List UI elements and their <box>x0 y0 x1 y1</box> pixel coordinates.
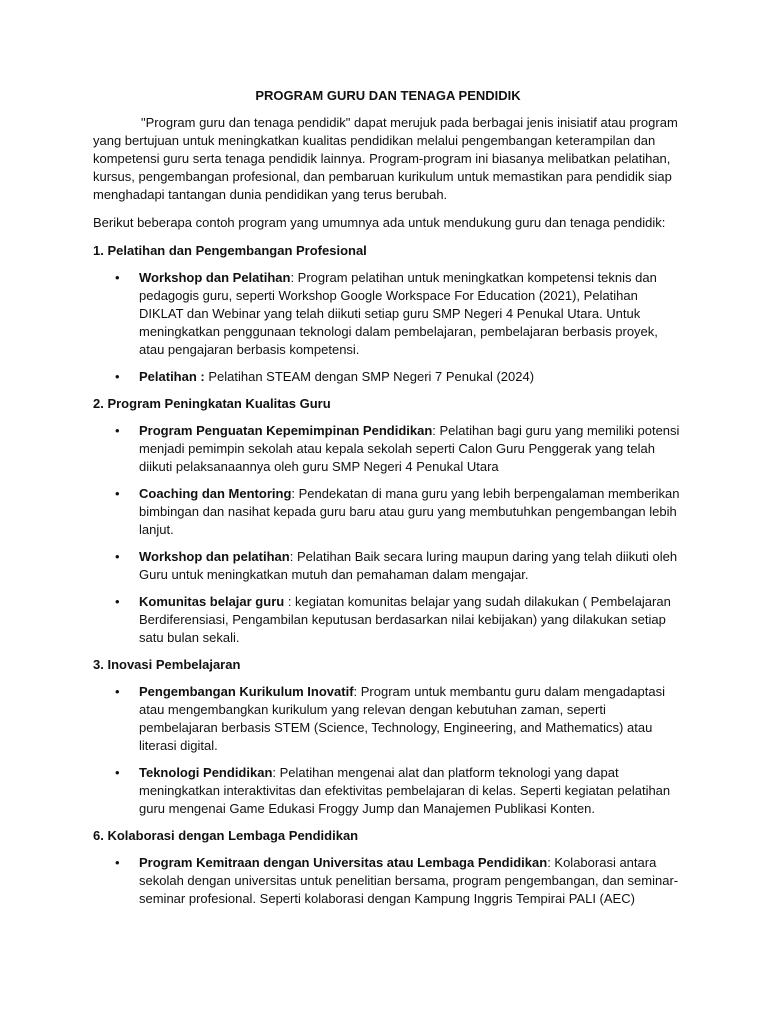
section-heading: 2. Program Peningkatan Kualitas Guru <box>93 396 331 411</box>
item-text: : Kolaborasi antara sekolah dengan universitas untuk penelitian bersama, program pengembangan, dan seminar-seminar profesional. Seperti kolaborasi dengan Kampung Inggris Tempirai PALI (AEC) <box>139 855 679 906</box>
item-text: : kegiatan komunitas belajar yang sudah dilakukan ( Pembelajaran Berdiferensiasi, Pengambilan keputusan berdasarkan nilai kebijakan) yang dilakukan setiap satu bulan sekali. <box>139 594 671 645</box>
item-label: Pengembangan Kurikulum Inovatif <box>139 684 354 699</box>
item-label: Coaching dan Mentoring <box>139 486 292 501</box>
list-item <box>93 683 683 755</box>
item-text: : Pelatihan Baik secara luring maupun daring yang telah diikuti oleh Guru untuk meningkatkan mutuh dan pemahaman dalam mengajar. <box>139 549 678 582</box>
item-text: : Pendekatan di mana guru yang lebih berpengalaman memberikan bimbingan dan nasihat kepada guru baru atau guru yang membutuhkan pengembangan lebih lanjut. <box>139 486 680 537</box>
section-list <box>93 422 683 647</box>
section-2 <box>93 395 683 647</box>
bullet-icon: • <box>115 486 120 501</box>
list-item <box>93 269 683 359</box>
section-1 <box>93 242 683 386</box>
section-heading: 1. Pelatihan dan Pengembangan Profesional <box>93 243 367 258</box>
bullet-icon: • <box>115 549 120 564</box>
item-label: Teknologi Pendidikan <box>139 765 273 780</box>
bullet-icon: • <box>115 369 120 384</box>
item-label: Komunitas belajar guru <box>139 594 285 609</box>
item-text: : Pelatihan mengenai alat dan platform teknologi yang dapat meningkatkan interaktivitas dan efektivitas pembelajaran di kelas. Seperti kegiatan pelatihan guru mengenai Game Edukasi Froggy Jump dan Manajemen Publikasi Konten. <box>139 765 671 816</box>
section-list <box>93 269 683 386</box>
item-label: Program Penguatan Kepemimpinan Pendidikan <box>139 423 433 438</box>
section-list <box>93 854 683 908</box>
section-heading: 6. Kolaborasi dengan Lembaga Pendidikan <box>93 828 359 843</box>
section-3 <box>93 656 683 818</box>
list-item <box>93 854 683 908</box>
list-item <box>93 368 683 386</box>
section-list <box>93 683 683 818</box>
lead-paragraph: Berikut beberapa contoh program yang umumnya ada untuk mendukung guru dan tenaga pendidik: <box>93 215 666 230</box>
item-text: : Program untuk membantu guru dalam mengadaptasi atau mengembangkan kurikulum yang relevan dengan kebutuhan zaman, seperti pembelajaran berbasis STEM (Science, Technology, Engineering, and Mathematics) atau literasi digital. <box>139 684 665 753</box>
item-label: Program Kemitraan dengan Universitas atau Lembaga Pendidikan <box>139 855 548 870</box>
section-heading: 3. Inovasi Pembelajaran <box>93 657 241 672</box>
document-title: PROGRAM GURU DAN TENAGA PENDIDIK <box>255 88 521 103</box>
item-text: : Pelatihan bagi guru yang memiliki potensi menjadi pemimpin sekolah atau kepala sekolah seperti Calon Guru Penggerak yang telah diikuti pelaksanaannya oleh guru SMP Negeri 4 Penukal Utara <box>139 423 680 474</box>
list-item <box>93 422 683 476</box>
item-label: Workshop dan pelatihan <box>139 549 290 564</box>
bullet-icon: • <box>115 855 120 870</box>
bullet-icon: • <box>115 765 120 780</box>
item-text: Pelatihan STEAM dengan SMP Negeri 7 Penukal (2024) <box>204 369 535 384</box>
item-label: Pelatihan : <box>139 369 205 384</box>
item-label: Workshop dan Pelatihan <box>139 270 291 285</box>
list-item <box>93 764 683 818</box>
bullet-icon: • <box>115 684 120 699</box>
section-6 <box>93 827 683 908</box>
item-text: : Program pelatihan untuk meningkatkan kompetensi teknis dan pedagogis guru, seperti Workshop Google Workspace For Education (2021), Pelatihan DIKLAT dan Webinar yang telah diikuti setiap guru SMP Negeri 4 Penukal Utara. Untuk meningkatkan penggunaan teknologi dalam pembelajaran, pembelajaran berbasis proyek, atau pengajaran berbasis kompetensi. <box>139 270 658 357</box>
intro-paragraph: "Program guru dan tenaga pendidik" dapat merujuk pada berbagai jenis inisiatif atau program yang bertujuan untuk meningkatkan kualitas pendidikan melalui pengembangan keterampilan dan kompetensi guru serta tenaga pendidik lainnya. Program-program ini biasanya melibatkan pelatihan, kursus, pengembangan profesional, dan pembaruan kurikulum untuk memastikan para pendidik siap menghadapi tantangan dunia pendidikan yang terus berubah. <box>93 115 678 202</box>
list-item <box>93 548 683 584</box>
list-item <box>93 593 683 647</box>
document-page <box>93 87 683 917</box>
bullet-icon: • <box>115 423 120 438</box>
bullet-icon: • <box>115 594 120 609</box>
list-item <box>93 485 683 539</box>
bullet-icon: • <box>115 270 120 285</box>
